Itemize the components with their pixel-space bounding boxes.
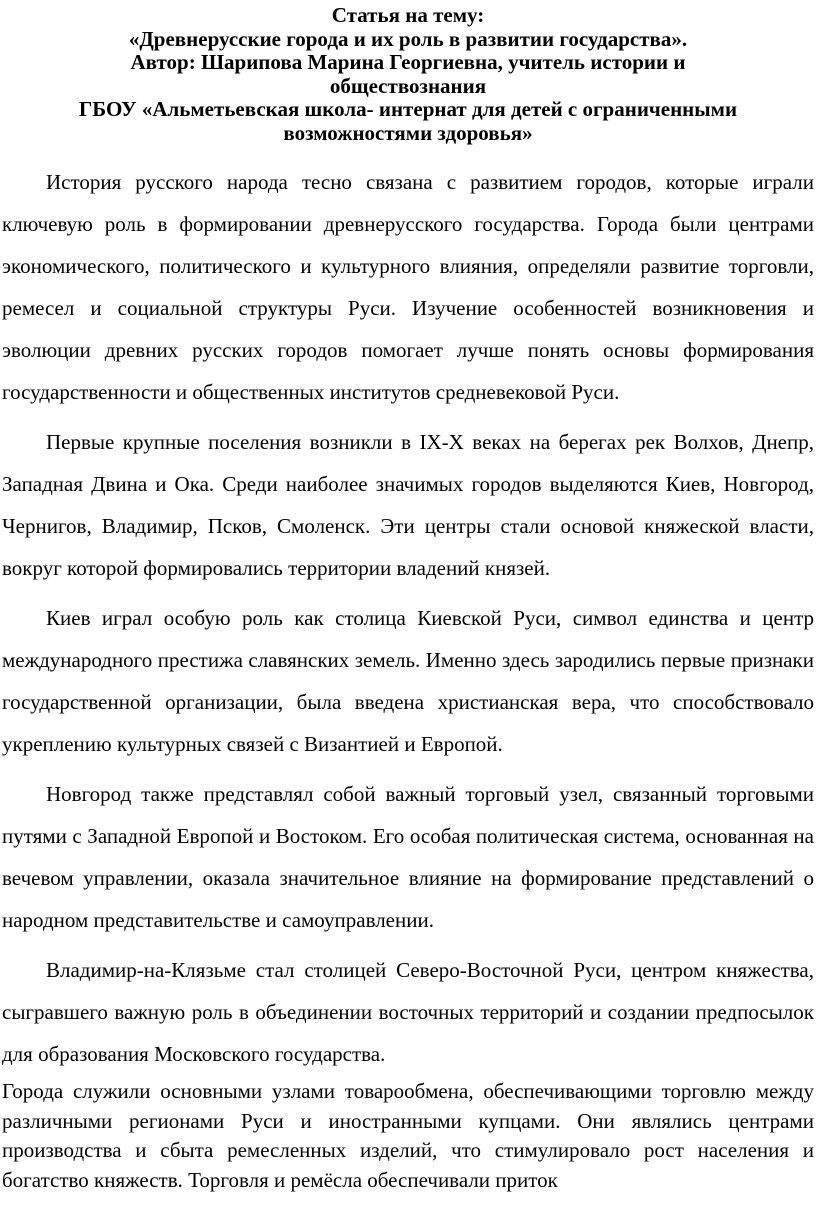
- article-header: [0, 4, 816, 145]
- paragraph-trade: Города служили основными узлами товарообмена, обеспечивающими торговлю между различными регионами Руси и иностранными купцами. Они являлись центрами производства и сбыта ремесленных изделий, что стимулировало рост населения и богатство княжеств. Торговля и ремёсла обеспечивали приток: [2, 1079, 814, 1192]
- paragraph-vladimir: Владимир-на-Клязьме стал столицей Северо-Восточной Руси, центром княжества, сыгравшего важную роль в объединении восточных территорий и создании предпосылок для образования Московского государства.: [2, 958, 814, 1066]
- article-title: «Древнерусские города и их роль в развитии государства».: [128, 26, 688, 51]
- author-subject: обществознания: [329, 73, 487, 98]
- article-body: [2, 161, 814, 1195]
- paragraph-kiev: Киев играл особую роль как столица Киевской Руси, символ единства и центр международного престижа славянских земель. Именно здесь зародились первые признаки государственной организации, была введена христианская вера, что способствовало укреплению культурных связей с Византией и Европой.: [2, 606, 814, 756]
- header-topic-label: Статья на тему:: [331, 3, 485, 27]
- institution-line-continued: возможностями здоровья»: [283, 120, 533, 145]
- paragraph-novgorod: Новгород также представлял собой важный торговый узел, связанный торговыми путями с Западной Европой и Востоком. Его особая политическая система, основанная на вечевом управлении, оказала значительное влияние на формирование представлений о народном представительстве и самоуправлении.: [2, 782, 814, 932]
- author-line: Автор: Шарипова Марина Георгиевна, учитель истории и: [130, 50, 686, 74]
- paragraph-first-settlements: Первые крупные поселения возникли в IX-X веках на берегах рек Волхов, Днепр, Западная Двина и Ока. Среди наиболее значимых городов выделяются Киев, Новгород, Чернигов, Владимир, Псков, Смоленск. Эти центры стали основой княжеской власти, вокруг которой формировались территории владений князей.: [2, 430, 814, 580]
- paragraph-intro: История русского народа тесно связана с развитием городов, которые играли ключевую роль в формировании древнерусского государства. Города были центрами экономического, политического и культурного влияния, определяли развитие торговли, ремесел и социальной структуры Руси. Изучение особенностей возникновения и эволюции древних русских городов помогает лучше понять основы формирования государственности и общественных институтов средневековой Руси.: [2, 170, 814, 404]
- institution-line: ГБОУ «Альметьевская школа- интернат для детей с ограниченными: [78, 97, 738, 121]
